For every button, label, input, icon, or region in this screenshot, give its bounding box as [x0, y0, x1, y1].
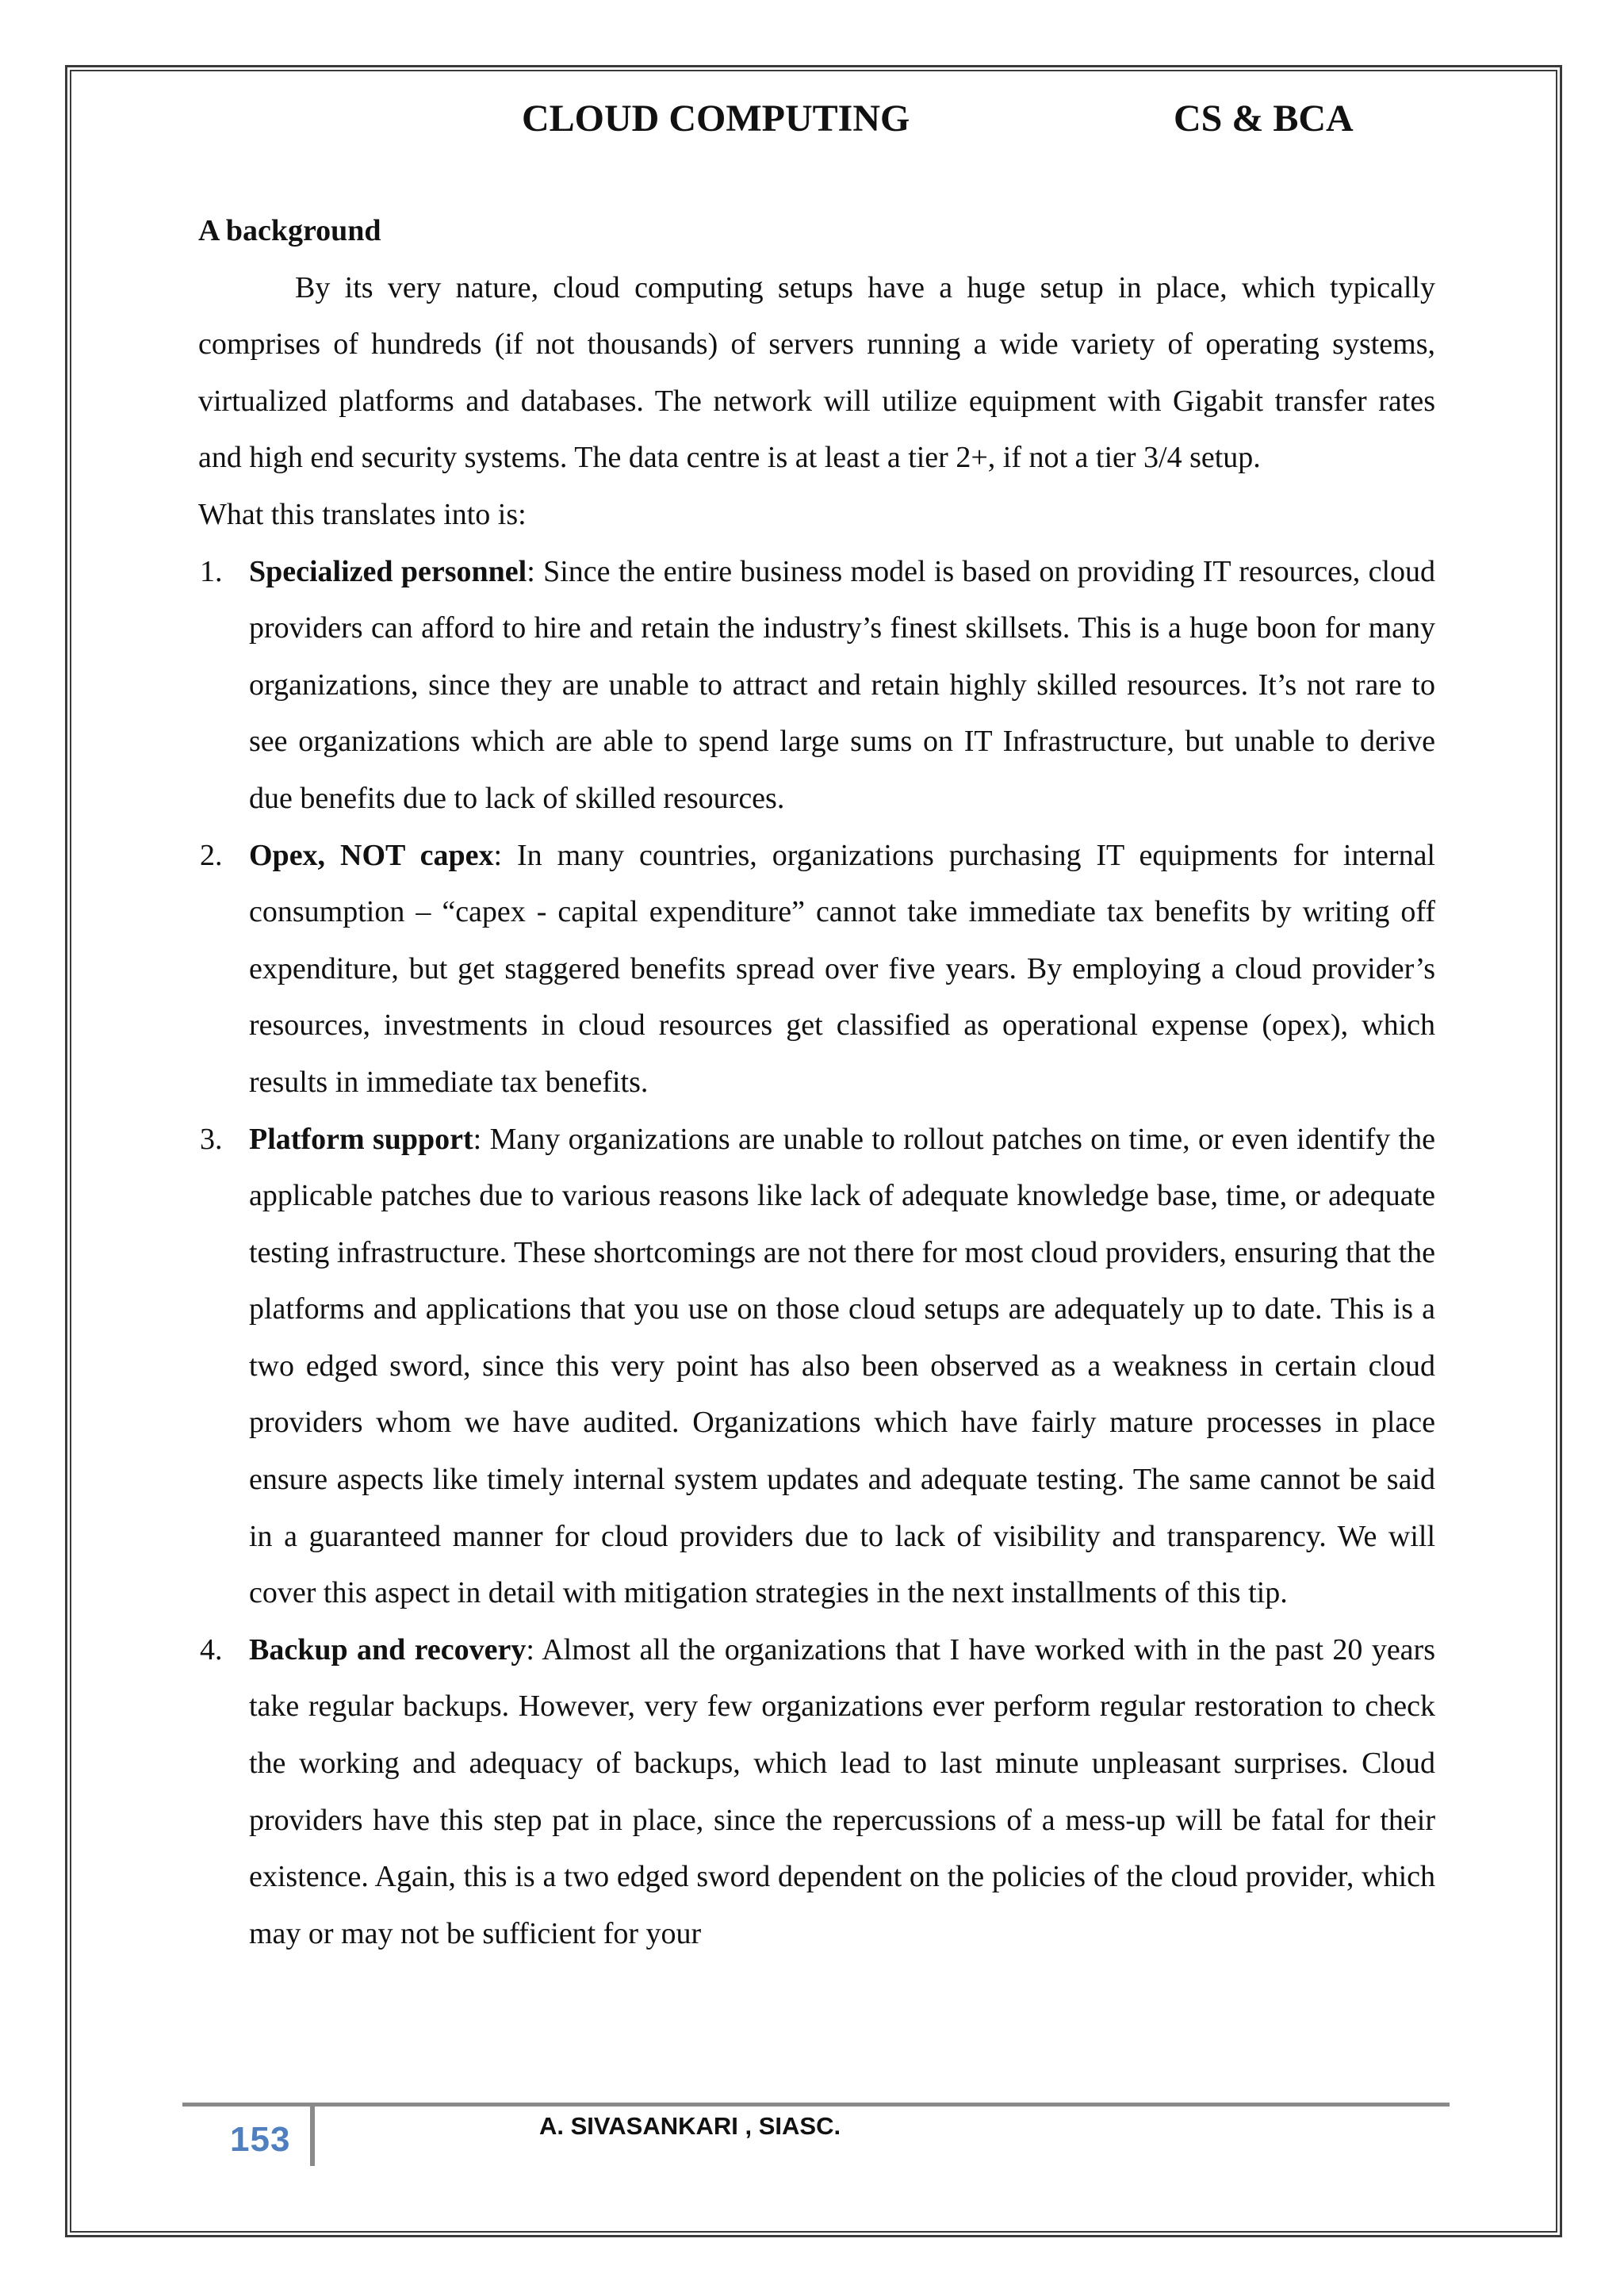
list-item-text: : Almost all the organizations that I have worked with in the past 20 years take regular backups. However, very few organizations ever perform regular restoration to check the working and adequacy of backups, which lead to last minute unpleasant surprises. Cloud providers have this step pat in place, since the repercussions of a mess-up will be fatal for their existence. Again, this is a two edged sword dependent on the policies of the cloud provider, which may or may not be sufficient for your	[249, 1632, 1435, 1950]
header-department: CS & BCA	[1174, 98, 1354, 140]
page-header	[0, 97, 1624, 152]
list-item-term: Opex, NOT capex	[249, 838, 494, 872]
list-item-text: : Many organizations are unable to rollout patches on time, or even identify the applicable patches due to various reasons like lack of adequate knowledge base, time, or adequate testing infrastructure. These shortcomings are not there for most cloud providers, ensuring that the platforms and applications that you use on those cloud setups are adequately up to date. This is a two edged sword, since this very point has also been observed as a weakness in certain cloud providers whom we have audited. Organizations which have fairly mature processes in place ensure aspects like timely internal system updates and adequate testing. The same cannot be said in a guaranteed manner for cloud providers due to lack of visibility and transparency. We will cover this aspect in detail with mitigation strategies in the next installments of this tip.	[249, 1122, 1436, 1610]
list-item-number: 3.	[200, 1122, 223, 1156]
footer-author: A. SIVASANKARI , SIASC.	[539, 2112, 841, 2140]
list-item-number: 2.	[200, 838, 223, 872]
list-item-term: Platform support	[249, 1122, 473, 1156]
footer-vertical-divider	[310, 2106, 315, 2166]
benefits-list	[198, 544, 1435, 1963]
list-item	[198, 544, 1435, 828]
list-item-text: : Since the entire business model is based on providing IT resources, cloud providers can afford to hire and retain the industry’s finest skillsets. This is a huge boon for many organizations, since they are unable to attract and retain highly skilled resources. It’s not rare to see organizations which are able to spend large sums on IT Infrastructure, but unable to derive due benefits due to lack of skilled resources.	[249, 554, 1435, 815]
list-item	[198, 1112, 1435, 1622]
intro-paragraph: By its very nature, cloud computing setups have a huge setup in place, which typically comprises of hundreds (if not thousands) of servers running a wide variety of operating systems, virtualized platforms and databases. The network will utilize equipment with Gigabit transfer rates and high end security systems. The data centre is at least a tier 2+, if not a tier 3/4 setup.	[198, 270, 1435, 475]
list-item	[198, 1622, 1435, 1963]
page-content	[198, 203, 1435, 1962]
list-item-term: Backup and recovery	[249, 1632, 527, 1667]
section-title: A background	[198, 214, 381, 247]
list-item	[198, 828, 1435, 1112]
list-item-text: : In many countries, organizations purchasing IT equipments for internal consumption – “capex - capital expenditure” cannot take immediate tax benefits by writing off expenditure, but get staggered benefits spread over five years. By employing a cloud provider’s resources, investments in cloud resources get classified as operational expense (opex), which results in immediate tax benefits.	[249, 838, 1435, 1099]
list-item-number: 4.	[200, 1632, 223, 1667]
list-item-number: 1.	[200, 554, 223, 588]
list-item-term: Specialized personnel	[249, 554, 527, 588]
lead-line: What this translates into is:	[198, 497, 527, 531]
footer-divider	[182, 2103, 1450, 2107]
header-subject: CLOUD COMPUTING	[522, 98, 910, 140]
page-number: 153	[230, 2120, 291, 2159]
